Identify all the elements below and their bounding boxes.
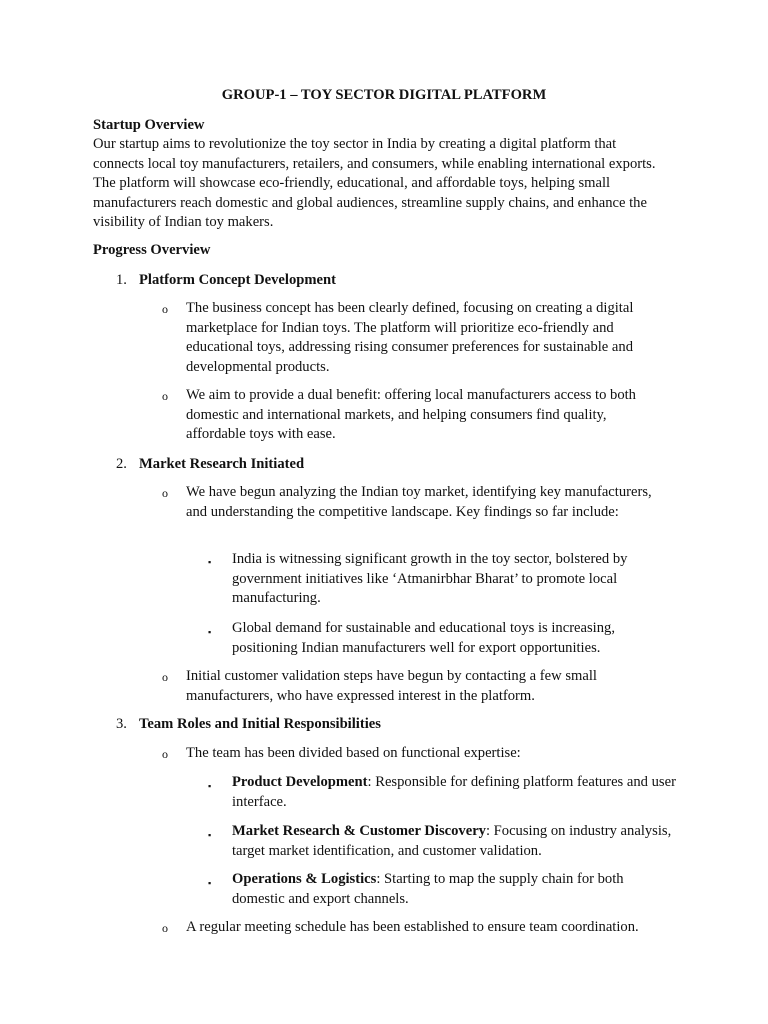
progress-overview-heading: Progress Overview [93, 242, 211, 258]
role-2-description: : Focusing on industry analysis, target market identification, and customer validation. [232, 823, 672, 859]
item-2-point-1: We have begun analyzing the Indian toy market, identifying key manufacturers, and understanding the competitive landscape. Key findings so far include: [186, 484, 652, 520]
item-2-point-2: Initial customer validation steps have begun by contacting a few small manufacturers, who have expressed interest in the platform. [186, 668, 597, 704]
role-3-description: : Starting to map the supply chain for both domestic and export channels. [232, 871, 624, 907]
item-2-finding-1: India is witnessing significant growth in the toy sector, bolstered by government initiatives like ‘Atmanirbhar Bharat’ to promote local manufacturing. [232, 551, 628, 606]
sub-sub-bullet-marker: ▪ [208, 878, 212, 888]
role-3-name: Operations & Logistics [232, 871, 377, 887]
item-2-number: 2. [116, 456, 127, 472]
role-2 [232, 822, 677, 861]
sub-bullet-marker: o [162, 302, 168, 316]
item-3-heading-line [116, 715, 381, 735]
role-3 [232, 870, 677, 909]
item-1-point-1: The business concept has been clearly defined, focusing on creating a digital marketplace for Indian toys. The platform will prioritize eco-friendly and educational toys, addressing rising consumer preferences for sustainable and developmental products. [186, 300, 634, 375]
sub-sub-bullet-marker: ▪ [208, 557, 212, 567]
item-1-heading-line [116, 271, 336, 291]
sub-bullet-marker: o [162, 670, 168, 684]
startup-overview-heading: Startup Overview [93, 117, 205, 133]
sub-bullet-marker: o [162, 921, 168, 935]
role-1 [232, 773, 677, 812]
item-3-point-1: The team has been divided based on functional expertise: [186, 745, 521, 761]
item-3-heading: Team Roles and Initial Responsibilities [139, 716, 381, 732]
sub-sub-bullet-marker: ▪ [208, 830, 212, 840]
sub-sub-bullet-marker: ▪ [208, 627, 212, 637]
sub-bullet-marker: o [162, 486, 168, 500]
item-1-heading: Platform Concept Development [139, 272, 336, 288]
item-2-heading: Market Research Initiated [139, 456, 305, 472]
sub-sub-bullet-marker: ▪ [208, 781, 212, 791]
sub-bullet-marker: o [162, 389, 168, 403]
item-3-number: 3. [116, 716, 127, 732]
role-2-name: Market Research & Customer Discovery [232, 823, 486, 839]
item-1-point-2: We aim to provide a dual benefit: offering local manufacturers access to both domestic and international markets, and helping consumers find quality, affordable toys with ease. [186, 387, 636, 442]
sub-bullet-marker: o [162, 747, 168, 761]
startup-overview-text: Our startup aims to revolutionize the toy sector in India by creating a digital platform that connects local toy manufacturers, retailers, and consumers, while enabling international exports. The platform will showcase eco-friendly, educational, and affordable toys, helping small manufacturers reach domestic and global audiences, streamline supply chains, and enhance the visibility of Indian toy makers. [93, 136, 656, 230]
document-title: GROUP-1 – TOY SECTOR DIGITAL PLATFORM [221, 87, 547, 103]
role-1-name: Product Development [232, 774, 368, 790]
item-2-heading-line [116, 455, 304, 475]
item-1-number: 1. [116, 272, 127, 288]
item-3-point-2: A regular meeting schedule has been established to ensure team coordination. [186, 919, 639, 935]
item-2-finding-2: Global demand for sustainable and educational toys is increasing, positioning Indian manufacturers well for export opportunities. [232, 620, 615, 656]
role-1-description: : Responsible for defining platform features and user interface. [232, 774, 676, 810]
